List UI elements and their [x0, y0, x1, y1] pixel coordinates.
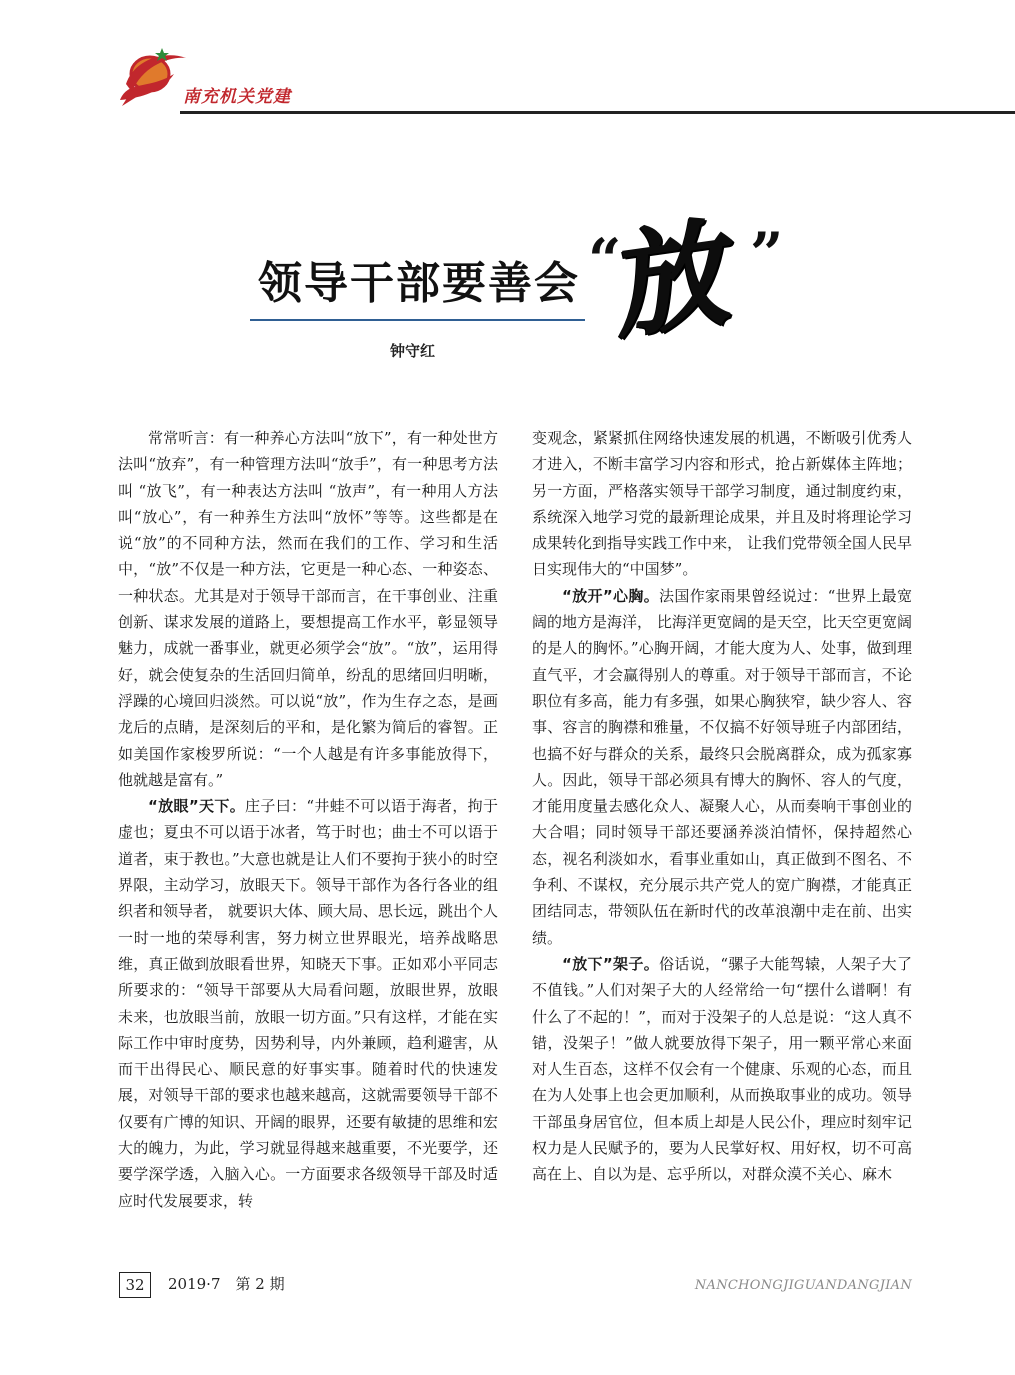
article-title: 领导干部要善会 [258, 258, 580, 309]
title-calligraphy-char: 放 [616, 201, 736, 357]
section-lead-fangkai: “放开”心胸。 [562, 586, 660, 605]
title-underline [250, 319, 585, 321]
title-open-quote: “ [588, 226, 622, 294]
article-title-block [250, 201, 790, 375]
title-close-quote: ” [750, 220, 784, 288]
section-lead-fangyan: “放眼”天下。 [148, 797, 246, 816]
section-body-fangyan: 庄子曰：“井蛙不可以语于海者，拘于虚也；夏虫不可以语于冰者，笃于时也；曲士不可以语于道者，束于教也。”大意也就是让人们不要拘于狭小的时空界限，主动学习，放眼天下。领导干部作为各行各业的组织者和领导者， 就要识大体、顾大局、思长远，跳出个人一时一地的荣辱利害，努力树立世界眼光，培养战略思维，真正做到放眼看世界，知晓天下事。正如邓小平同志所要求的：“领导干部要从大局看问题，放眼世界，放眼未来，也放眼当前，放眼一切方面。”只有这样，才能在实际工作中审时度势，因势利导，内外兼顾，趋利避害，从而干出得民心、顺民意的好事实事。随着时代的快速发展，对领导干部的要求也越来越高，这就需要领导干部不仅要有广博的知识、开阔的眼界，还要有敏捷的思维和宏大的魄力，为此，学习就显得越来越重要，不光要学，还要学深学透，入脑入心。一方面要求各级领导干部及时适应时代发展要求，转 [118, 797, 499, 1210]
article-author: 钟守红 [390, 342, 436, 360]
section-lead-fangxia: “放下”架子。 [562, 954, 660, 973]
paragraph-fangkai [532, 583, 912, 951]
page-footer [0, 1268, 1015, 1308]
paragraph-intro: 常常听言：有一种养心方法叫“放下”，有一种处世方法叫“放弃”，有一种管理方法叫“放手”，有一种思考方法叫 “放飞”，有一种表达方法叫 “放声”，有一种用人方法叫“放心”，有一种养生方法叫“放怀”等等。这些都是在说“放”的不同种方法，然而在我们的工作、学习和生活中，“放”不仅是一种方法，它更是一种心态、一种姿态、一种状态。尤其是对于领导干部而言，在干事创业、注重创新、谋求发展的道路上，要想提高工作水平，彰显领导魅力，成就一番事业，就更必须学会“放”。“放”，运用得好，就会使复杂的生活回归简单，纷乱的思绪回归明晰，浮躁的心境回归淡然。可以说“放”，作为生存之态，是画龙后的点睛，是深刻后的平和，是化繁为简后的睿智。正如美国作家梭罗所说：“一个人越是有许多事能放得下，他就越是富有。” [118, 429, 498, 789]
paragraph-fangxia [532, 951, 912, 1188]
issue-info: 2019·7 第 2 期 [168, 1275, 285, 1293]
red-ribbon-globe-logo-icon [112, 40, 192, 110]
publication-latin-name: NANCHONGJIGUANDANGJIAN [694, 1278, 912, 1293]
left-column [118, 425, 498, 1214]
page-header [0, 0, 1015, 120]
section-body-fangxia: 俗话说，“骡子大能驾辕，人架子大了不值钱。”人们对架子大的人经常给一句“摆什么谱啊！有什么了不起的！”，而对于没架子的人总是说：“这人真不错，没架子！”做人就要放得下架子，用一颗平常心来面对人生百态，这样不仅会有一个健康、乐观的心态，而且在为人处事上也会更加顺利，从而换取事业的成功。领导干部虽身居官位，但本质上却是人民公仆，理应时刻牢记权力是人民赋予的，要为人民掌好权、用好权，切不可高高在上、自以为是、忘乎所以，对群众漠不关心、麻木 [532, 954, 913, 1184]
right-column [532, 425, 912, 1188]
header-divider [180, 111, 1015, 114]
section-body-fangkai: 法国作家雨果曾经说过：“世界上最宽阔的地方是海洋， 比海洋更宽阔的是天空，比天空更宽阔的是人的胸怀。”心胸开阔，才能大度为人、处事，做到理直气平，才会赢得别人的尊重。对于领导干部而言，不论职位有多高，能力有多强，如果心胸狭窄，缺少容人、容事、容言的胸襟和雅量，不仅搞不好领导班子内部团结，也搞不好与群众的关系，最终只会脱离群众，成为孤家寡人。因此，领导干部必须具有博大的胸怀、容人的气度，才能用度量去感化众人、凝聚人心，从而奏响干事创业的大合唱；同时领导干部还要涵养淡泊情怀，保持超然心态，视名利淡如水，看事业重如山，真正做到不图名、不争利、不谋权，充分展示共产党人的宽广胸襟，才能真正团结同志，带领队伍在新时代的改革浪潮中走在前、出实绩。 [532, 586, 913, 947]
page-number: 32 [119, 1272, 151, 1298]
paragraph-fangyan [118, 793, 498, 1214]
paragraph-fangyan-continued: 变观念，紧紧抓住网络快速发展的机遇，不断吸引优秀人才进入，不断丰富学习内容和形式，抢占新媒体主阵地；另一方面，严格落实领导干部学习制度，通过制度约束，系统深入地学习党的最新理论成果，并且及时将理论学习成果转化到指导实践工作中来， 让我们党带领全国人民早日实现伟大的“中国梦”。 [532, 429, 912, 579]
publication-title: 南充机关党建 [183, 87, 291, 107]
